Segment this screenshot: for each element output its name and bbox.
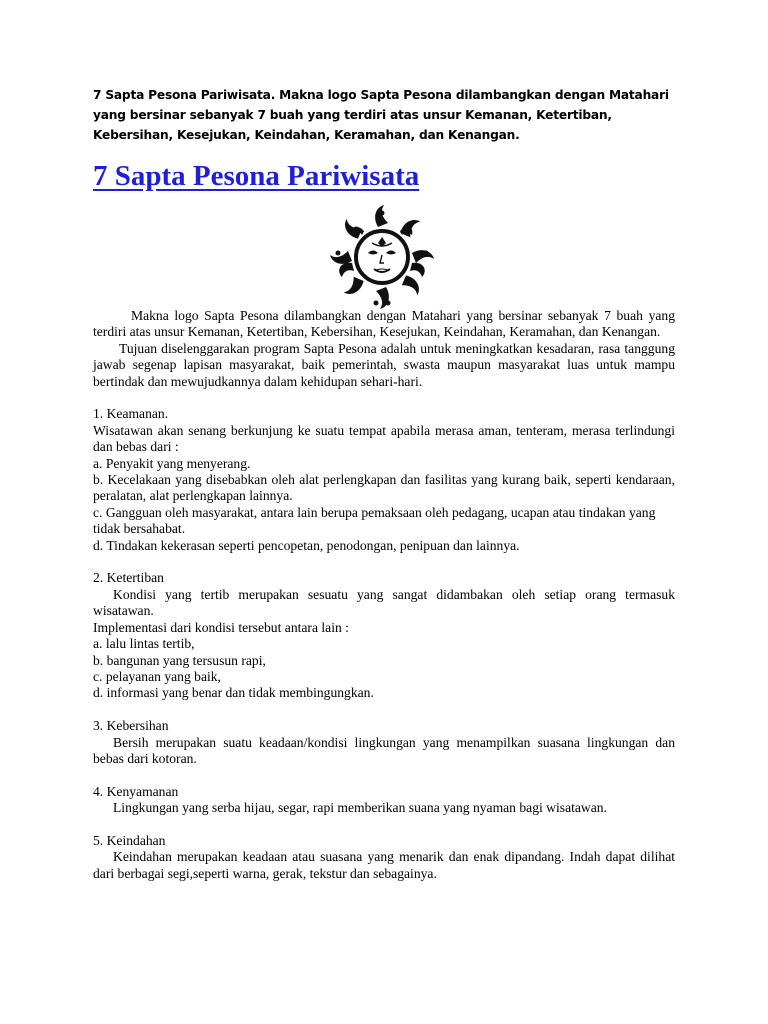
section-heading-kenyamanan: 4. Kenyamanan (93, 783, 179, 799)
section-heading-keamanan: 1. Keamanan. (93, 406, 169, 422)
list-item: d. informasi yang benar dan tidak membingungkan. (93, 685, 374, 701)
list-item: a. lalu lintas tertib, (93, 636, 195, 652)
list-item: b. Kecelakaan yang disebabkan oleh alat perlengkapan dan fasilitas yang kurang baik, seperti kendaraan, peralatan, alat perlengkapan lainnya. (93, 472, 675, 504)
list-item: a. Penyakit yang menyerang. (93, 455, 251, 471)
section-heading-ketertiban: 2. Ketertiban (93, 570, 164, 586)
section-heading-keindahan: 5. Keindahan (93, 832, 166, 848)
list-item: b. bangunan yang tersusun rapi, (93, 652, 266, 668)
section-desc-kebersihan: Bersih merupakan suatu keadaan/kondisi lingkungan yang menampilkan suasana lingkungan dan bebas dari kotoran. (93, 734, 675, 766)
section-desc-keamanan: Wisatawan akan senang berkunjung ke suatu tempat apabila merasa aman, tenteram, merasa terlindungi dan bebas dari : (93, 422, 675, 455)
section-desc-keindahan: Keindahan merupakan keadaan atau suasana yang menarik dan enak dipandang. Indah dapat dilihat dari berbagai segi,seperti warna, gerak, tekstur dan sebagainya. (93, 849, 675, 881)
section-desc-kenyamanan: Lingkungan yang serba hijau, segar, rapi memberikan suana yang nyaman bagi wisatawan. (113, 800, 607, 816)
paragraph-tujuan: Tujuan diselenggarakan program Sapta Pesona adalah untuk meningkatkan kesadaran, rasa tanggung jawab segenap lapisan masyarakat, baik pemerintah, swasta maupun masyarakat luas untuk mampu bertindak dan mewujudkannya dalam kehidupan sehari-hari. (93, 340, 675, 389)
page-title: 7 Sapta Pesona Pariwisata (93, 160, 420, 192)
list-item: d. Tindakan kekerasan seperti pencopetan, penodongan, penipuan dan lainnya. (93, 537, 520, 553)
list-item: c. Gangguan oleh masyarakat, antara lain berupa pemaksaan oleh pedagang, ucapan atau tindakan yang tidak bersahabat. (93, 504, 656, 537)
sun-face-logo-icon (327, 205, 437, 309)
intro-summary: 7 Sapta Pesona Pariwisata. Makna logo Sapta Pesona dilambangkan dengan Matahari yang bersinar sebanyak 7 buah yang terdiri atas unsur Kemanan, Ketertiban, Kebersihan, Kesejukan, Keindahan, Keramahan, dan Kenangan. (93, 88, 669, 142)
list-item: c. pelayanan yang baik, (93, 668, 221, 684)
section-heading-kebersihan: 3. Kebersihan (93, 718, 169, 734)
section-impl-ketertiban: Implementasi dari kondisi tersebut antara lain : (93, 619, 349, 635)
paragraph-makna: Makna logo Sapta Pesona dilambangkan dengan Matahari yang bersinar sebanyak 7 buah yang terdiri atas unsur Kemanan, Ketertiban, Kebersihan, Kesejukan, Keindahan, Keramahan, dan Kenangan. (93, 308, 675, 340)
document-body (93, 308, 675, 882)
section-desc-ketertiban: Kondisi yang tertib merupakan sesuatu yang sangat didambakan oleh setiap orang termasuk wisatawan. (93, 586, 675, 619)
